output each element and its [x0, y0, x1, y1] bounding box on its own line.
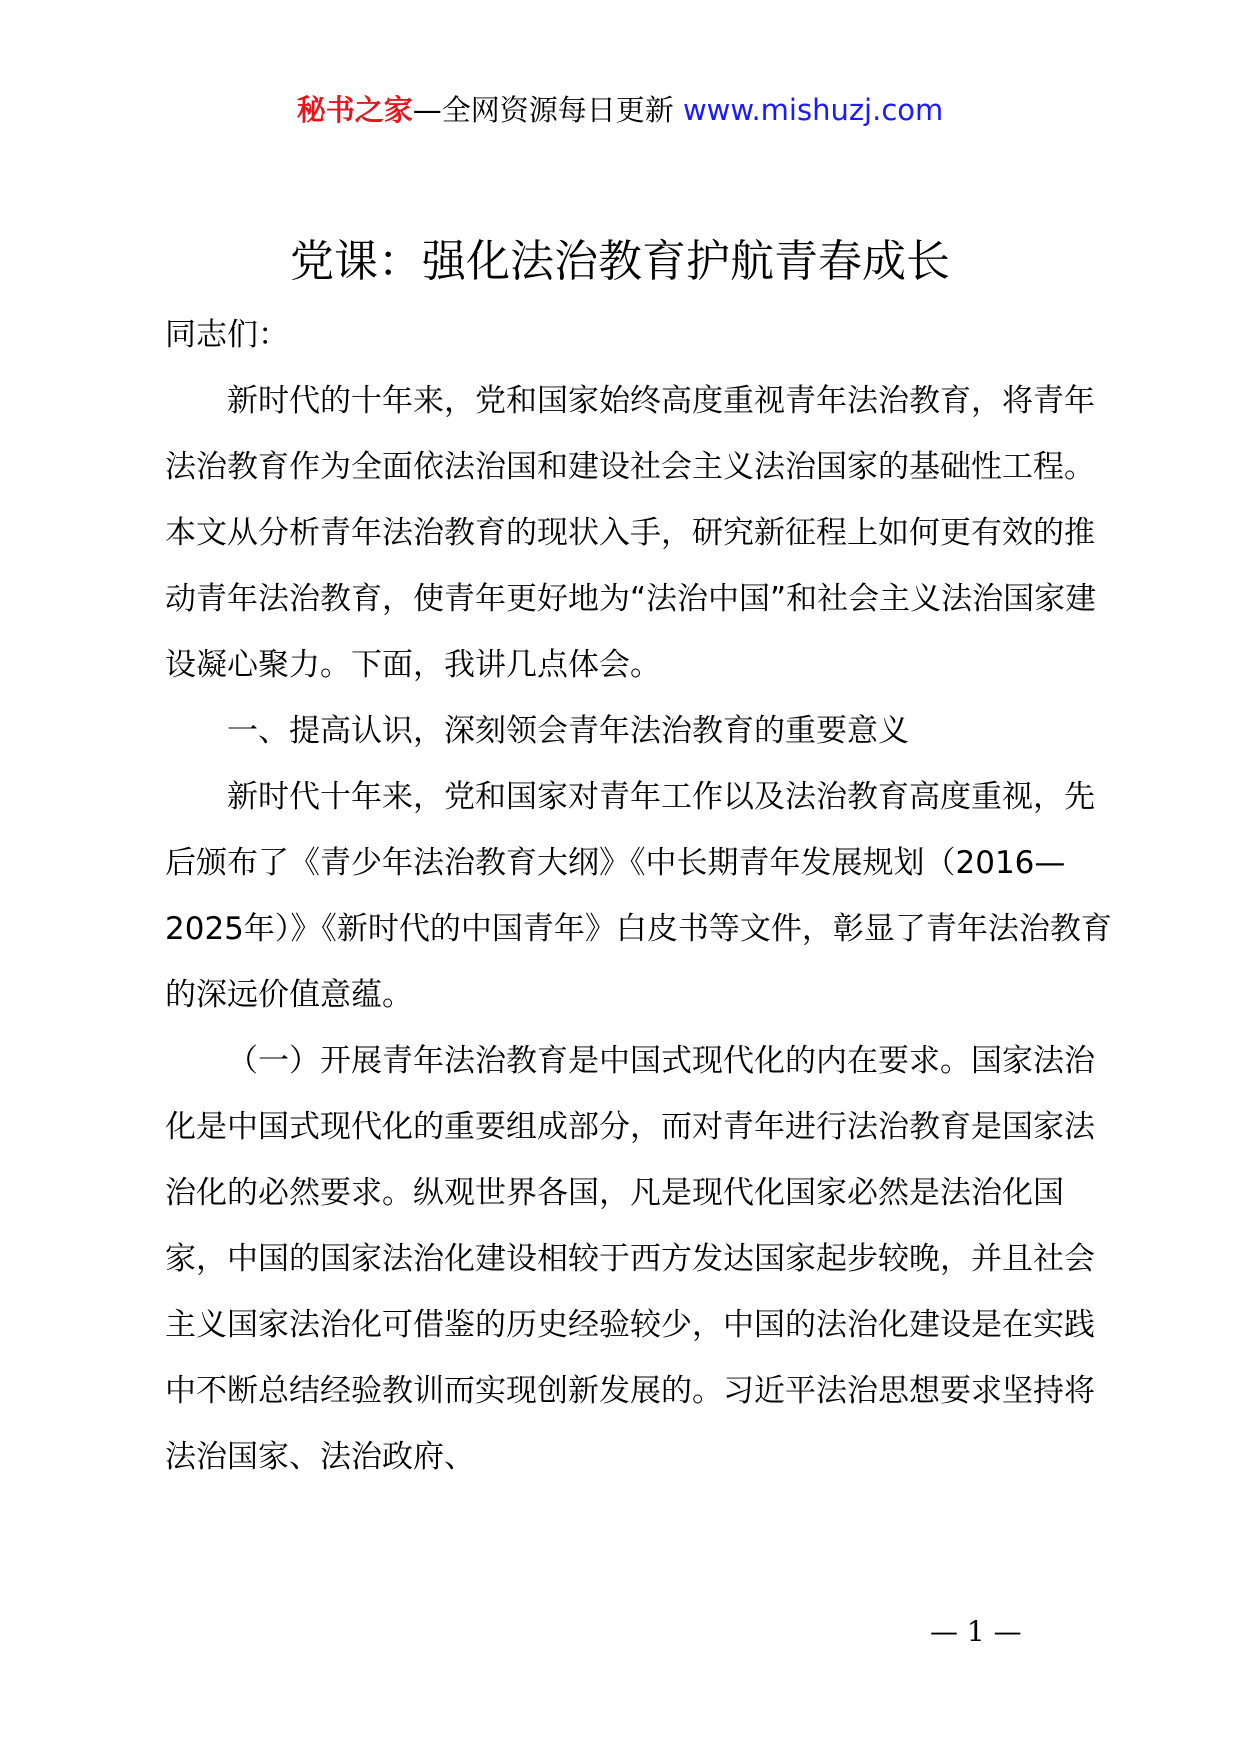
- site-slogan: —全网资源每日更新: [412, 93, 674, 127]
- paragraph-subsection-1: （一）开展青年法治教育是中国式现代化的内在要求。国家法治化是中国式现代化的重要组成部分，而对青年进行法治教育是国家法治化的必然要求。纵观世界各国，凡是现代化国家必然是法治化国家，中国的国家法治化建设相较于西方发达国家起步较晚，并且社会主义国家法治化可借鉴的历史经验较少，中国的法治化建设是在实践中不断总结经验教训而实现创新发展的。习近平法治思想要求坚持将法治国家、法治政府、: [165, 1043, 1095, 1475]
- document-title: 党课：强化法治教育护航青春成长: [290, 236, 950, 287]
- paragraph-background: 新时代十年来，党和国家对青年工作以及法治教育高度重视，先后颁布了《青少年法治教育大纲》《中长期青年发展规划（2016—2025年）》《新时代的中国青年》白皮书等文件，彰显了青年法治教育的深远价值意蕴。: [165, 779, 1112, 1013]
- document-body: [165, 302, 1115, 1490]
- site-header: [0, 88, 1240, 132]
- site-brand: 秘书之家: [296, 93, 413, 127]
- section-heading: 一、提高认识，深刻领会青年法治教育的重要意义: [227, 713, 909, 749]
- salutation: 同志们：: [165, 317, 289, 353]
- paragraph-intro: 新时代的十年来，党和国家始终高度重视青年法治教育，将青年法治教育作为全面依法治国和建设社会主义法治国家的基础性工程。本文从分析青年法治教育的现状入手，研究新征程上如何更有效的推动青年法治教育，使青年更好地为“法治中国”和社会主义法治国家建设凝心聚力。下面，我讲几点体会。: [165, 383, 1097, 683]
- site-url-link[interactable]: www.mishuzj.com: [682, 93, 944, 127]
- page-number: — 1 —: [930, 1615, 1022, 1648]
